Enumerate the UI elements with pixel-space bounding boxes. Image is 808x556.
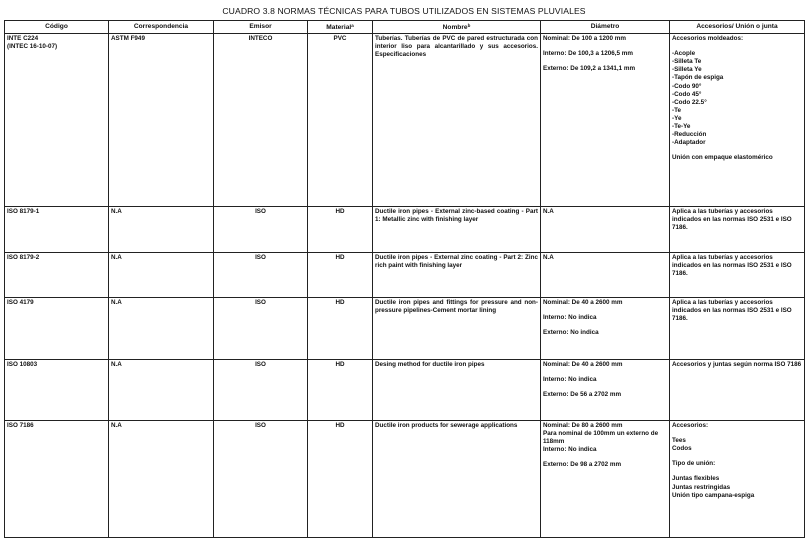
cell-line: Tees	[672, 437, 686, 445]
cell-line: -Silleta Te	[672, 58, 702, 66]
cell-line: Interno: No indica	[543, 446, 597, 454]
cell-accesorios	[670, 207, 805, 253]
cell-emisor: ISO	[214, 253, 308, 298]
cell-correspondencia: N.A	[109, 207, 214, 253]
cell-line	[543, 307, 667, 314]
cell-line: Para nominal de 100mm un externo de 118mm	[543, 430, 659, 446]
cell-line: ISO 7186	[7, 422, 34, 430]
cell-codigo	[5, 360, 109, 421]
cell-line	[543, 454, 667, 461]
cell-line: ISO 4179	[7, 299, 34, 307]
cell-line: Codos	[672, 445, 692, 453]
table-row	[5, 207, 805, 253]
cell-line: -Silleta Ye	[672, 66, 702, 74]
cell-line: Externo: De 109,2 a 1341,1 mm	[543, 65, 636, 73]
cell-material: PVC	[308, 34, 373, 207]
cell-accesorios	[670, 421, 805, 538]
cell-line	[543, 384, 667, 391]
cell-diametro	[541, 34, 670, 207]
cell-line: Interno: No indica	[543, 314, 597, 322]
cell-material: HD	[308, 360, 373, 421]
header-emisor: Emisor	[214, 21, 308, 34]
cell-line: Nominal: De 40 a 2600 mm	[543, 299, 623, 307]
cell-line: ISO 8179-1	[7, 208, 40, 216]
cell-nombre: Desing method for ductile iron pipes	[373, 360, 541, 421]
cell-line: Nominal: De 40 a 2600 mm	[543, 361, 623, 369]
cell-line: -Acople	[672, 50, 696, 58]
cell-accesorios	[670, 298, 805, 360]
cell-line: ISO 10803	[7, 361, 38, 369]
cell-correspondencia: N.A	[109, 360, 214, 421]
cell-line: -Ye	[672, 114, 682, 122]
cell-line: Aplica a las tuberías y accesorios indicados en las normas ISO 2531 e ISO 7186.	[672, 208, 792, 232]
standards-table	[4, 20, 805, 538]
cell-material: HD	[308, 253, 373, 298]
cell-emisor: ISO	[214, 421, 308, 538]
cell-line: -Te-Ye	[672, 123, 691, 131]
cell-emisor: ISO	[214, 360, 308, 421]
cell-correspondencia: ASTM F949	[109, 34, 214, 207]
cell-codigo	[5, 421, 109, 538]
header-correspondencia: Correspondencia	[109, 21, 214, 34]
table-body	[5, 34, 805, 538]
cell-diametro	[541, 253, 670, 298]
cell-line: Nominal: De 80 a 2600 mm	[543, 422, 623, 430]
cell-diametro	[541, 207, 670, 253]
cell-line: Juntas flexibles	[672, 475, 720, 483]
table-row	[5, 34, 805, 207]
cell-diametro	[541, 360, 670, 421]
cell-line: Unión tipo campana-espiga	[672, 491, 755, 499]
header-nombre-footnote: b	[467, 23, 471, 28]
table-row	[5, 360, 805, 421]
cell-line	[543, 369, 667, 376]
header-nombre	[373, 21, 541, 34]
cell-line: ISO 8179-2	[7, 254, 40, 262]
cell-line: Accesorios y juntas según norma ISO 7186	[672, 361, 802, 369]
cell-line: -Te	[672, 106, 681, 114]
cell-nombre: Ductile iron products for sewerage applications	[373, 421, 541, 538]
cell-line	[543, 58, 667, 65]
cell-line: Aplica a las tuberías y accesorios indicados en las normas ISO 2531 e ISO 7186.	[672, 254, 792, 278]
header-material-label: Material	[326, 24, 352, 31]
cell-material: HD	[308, 207, 373, 253]
cell-nombre: Ductile iron pipes - External zinc-based coating - Part 1: Metallic zinc with finishing layer	[373, 207, 541, 253]
cell-material: HD	[308, 421, 373, 538]
cell-line: Externo: De 56 a 2702 mm	[543, 391, 622, 399]
cell-line: -Codo 22.5°	[672, 98, 707, 106]
cell-emisor: ISO	[214, 207, 308, 253]
cell-correspondencia: N.A	[109, 421, 214, 538]
header-codigo: Código	[5, 21, 109, 34]
cell-line	[543, 43, 667, 50]
cell-line: -Reducción	[672, 131, 707, 139]
cell-line: Interno: De 100,3 a 1206,5 mm	[543, 50, 633, 58]
cell-line: Accesorios moldeados:	[672, 35, 744, 43]
cell-line	[672, 430, 802, 437]
cell-nombre: Tuberías. Tuberías de PVC de pared estructurada con interior liso para alcantarillado y sus accesorios. Especificaciones	[373, 34, 541, 207]
cell-line: Nominal: De 100 a 1200 mm	[543, 35, 626, 43]
cell-line: Tipo de unión:	[672, 460, 716, 468]
cell-nombre: Ductile iron pipes and fittings for pressure and non-pressure pipelines-Cement mortar lining	[373, 298, 541, 360]
cell-nombre: Ductile iron pipes - External zinc coating - Part 2: Zinc rich paint with finishing layer	[373, 253, 541, 298]
cell-line: Accesorios:	[672, 422, 709, 430]
table-row	[5, 253, 805, 298]
table-title: CUADRO 3.8 NORMAS TÉCNICAS PARA TUBOS UTILIZADOS EN SISTEMAS PLUVIALES	[222, 6, 586, 16]
cell-line: -Codo 90°	[672, 82, 702, 90]
header-row	[5, 21, 805, 34]
header-diametro: Diámetro	[541, 21, 670, 34]
cell-line	[672, 43, 802, 50]
cell-codigo	[5, 34, 109, 207]
cell-line: Unión con empaque elastomérico	[672, 154, 773, 162]
cell-line: N.A	[543, 254, 554, 262]
cell-diametro	[541, 298, 670, 360]
cell-correspondencia: N.A	[109, 253, 214, 298]
cell-emisor: ISO	[214, 298, 308, 360]
cell-material: HD	[308, 298, 373, 360]
cell-line	[672, 147, 802, 154]
cell-line: N.A	[543, 208, 554, 216]
cell-line: (INTEC 16-10-07)	[7, 43, 58, 51]
cell-line	[672, 453, 802, 460]
cell-line: Aplica a las tuberías y accesorios indicados en las normas ISO 2531 e ISO 7186.	[672, 299, 792, 323]
cell-correspondencia: N.A	[109, 298, 214, 360]
table-row	[5, 298, 805, 360]
cell-accesorios	[670, 34, 805, 207]
cell-line	[543, 322, 667, 329]
cell-line: -Codo 45°	[672, 90, 702, 98]
header-material-footnote: a	[351, 23, 354, 28]
cell-line: Externo: No indica	[543, 329, 599, 337]
cell-line: Juntas restringidas	[672, 483, 731, 491]
cell-line: -Adaptador	[672, 139, 706, 147]
header-material	[308, 21, 373, 34]
cell-line: Interno: No indica	[543, 376, 597, 384]
header-accesorios: Accesorios/ Unión o junta	[670, 21, 805, 34]
cell-line	[672, 468, 802, 475]
cell-emisor: INTECO	[214, 34, 308, 207]
cell-codigo	[5, 253, 109, 298]
header-nombre-label: Nombre	[442, 24, 468, 31]
cell-codigo	[5, 207, 109, 253]
cell-codigo	[5, 298, 109, 360]
cell-line: Externo: De 98 a 2702 mm	[543, 461, 622, 469]
cell-accesorios	[670, 360, 805, 421]
cell-accesorios	[670, 253, 805, 298]
cell-line: INTE C224	[7, 35, 39, 43]
cell-line: -Tapón de espiga	[672, 74, 724, 82]
table-row	[5, 421, 805, 538]
cell-diametro	[541, 421, 670, 538]
